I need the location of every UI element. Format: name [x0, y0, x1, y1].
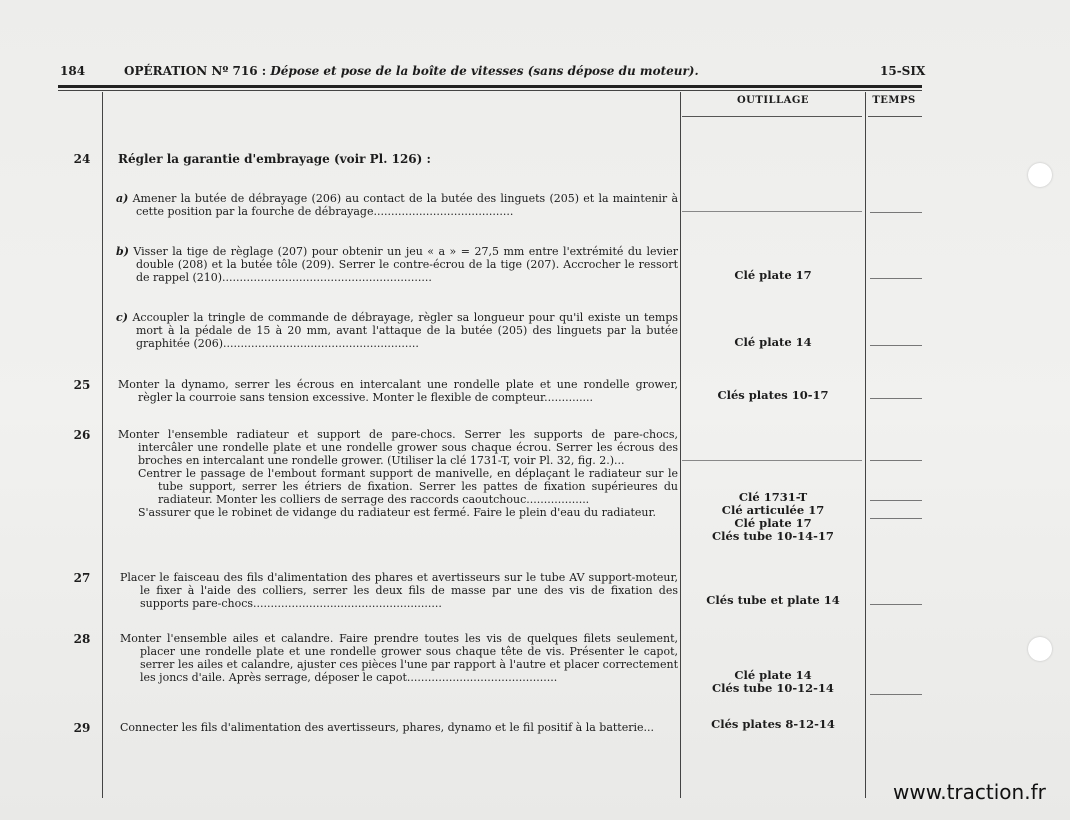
tools-column-divider-right — [865, 92, 866, 798]
step-number-26: 26 — [73, 428, 91, 442]
step-24-b-tool: Clé plate 17 — [734, 268, 812, 282]
time-slot — [870, 212, 922, 213]
step-27-text: Placer le faisceau des fils d'alimentation des phares et avertisseurs sur le tube AV support-moteur, le fixer à l'aide des colliers, serrer les deux fils de masse par une des vis de fixation des supports pare-chocs...................................................... — [120, 571, 678, 610]
step-24-a-letter: a) — [116, 192, 129, 205]
step-24-c-tool: Clé plate 14 — [734, 335, 812, 349]
step-24-c-letter: c) — [116, 311, 128, 324]
step-28-text: Monter l'ensemble ailes et calandre. Faire prendre toutes les vis de quelques filets seulement, placer une rondelle plate et une rondelle grower sous chaque tête de vis. Présenter le capot, serrer les ailes et calandre, ajuster ces pièces l'une par rapport à l'autre et placer correctement les joncs d'aile. Après serrage, déposer le capot........................................... — [120, 632, 678, 684]
step-number-29: 29 — [73, 721, 91, 735]
number-column-divider — [102, 92, 103, 798]
step-24-c-text: Accoupler la tringle de commande de débrayage, règler sa longueur pour qu'il existe un temps mort à la pédale de 15 à 20 mm, avant l'attaque de la butée (205) des linguets par la butée graphitée (206)........................................................ — [132, 311, 678, 350]
time-slot — [870, 694, 922, 695]
step-24-b-letter: b) — [116, 245, 129, 258]
tools-row-rule — [682, 211, 862, 212]
time-slot — [870, 500, 922, 501]
step-24-b — [116, 245, 678, 284]
step-25-tool: Clés plates 10-17 — [717, 388, 829, 402]
step-number-24: 24 — [73, 152, 91, 166]
operation-heading — [124, 64, 699, 78]
time-slot — [870, 278, 922, 279]
website-watermark: www.traction.fr — [893, 780, 1046, 804]
time-slot — [870, 460, 922, 461]
operation-label: OPÉRATION Nº 716 : — [124, 64, 267, 78]
step-24-heading: Régler la garantie d'embrayage (voir Pl. 126) : — [118, 152, 431, 166]
step-24-c — [116, 311, 678, 350]
step-24-a-text: Amener la butée de débrayage (206) au contact de la butée des linguets (205) et la maintenir à cette position par la fourche de débrayage........................................ — [132, 192, 678, 218]
time-column-header: TEMPS — [872, 95, 916, 106]
time-header-rule — [868, 116, 922, 117]
operation-title: Dépose et pose de la boîte de vitesses (sans dépose du moteur). — [270, 64, 699, 78]
step-26-text-2: Centrer le passage de l'embout formant support de manivelle, en déplaçant le radiateur sur le tube support, serrer les étriers de fixation. Serrer les pattes de fixation supérieures du radiateur. Monter les colliers de serrage des raccords caoutchouc.................. — [138, 467, 678, 506]
time-slot — [870, 518, 922, 519]
step-29-text: Connecter les fils d'alimentation des avertisseurs, phares, dynamo et le fil positif à la batterie... — [120, 721, 655, 734]
step-number-28: 28 — [73, 632, 91, 646]
step-26-text-3: S'assurer que le robinet de vidange du radiateur est fermé. Faire le plein d'eau du radiateur. — [138, 506, 657, 519]
step-26-tool-3: Clé plate 17 — [734, 516, 812, 530]
step-27-tool: Clés tube et plate 14 — [706, 593, 840, 607]
step-26-tool-2: Clé articulée 17 — [721, 503, 825, 517]
step-26-tool-4: Clés tube 10-14-17 — [712, 529, 834, 543]
header-rule-thin — [58, 90, 922, 91]
time-slot — [870, 345, 922, 346]
time-slot — [870, 398, 922, 399]
binder-hole — [1028, 163, 1052, 187]
tools-column-divider-left — [680, 92, 681, 798]
tools-header-rule — [682, 116, 862, 117]
step-number-25: 25 — [73, 378, 91, 392]
step-24-b-text: Visser la tige de règlage (207) pour obtenir un jeu « a » = 27,5 mm entre l'extrémité du levier double (208) et la butée tôle (209). Serrer le contre-écrou de la tige (207). Accrocher le ressort de rappel (210)............................................................ — [133, 245, 678, 284]
step-26-text: Monter l'ensemble radiateur et support de pare-chocs. Serrer les supports de pare-chocs, intercâler une rondelle plate et une rondelle grower sous chaque écrou. Serrer les écrous des broches en intercalant une rondelle grower. (Utiliser la clé 1731-T, voir Pl. 32, fig. 2.)... — [118, 428, 678, 467]
tools-column-header: OUTILLAGE — [736, 95, 810, 106]
page-number: 184 — [60, 64, 86, 78]
step-29-tool: Clés plates 8-12-14 — [711, 717, 835, 731]
step-24-a — [116, 192, 678, 218]
step-28-tool-1: Clé plate 14 — [734, 668, 812, 682]
time-slot — [870, 604, 922, 605]
step-number-27: 27 — [73, 571, 91, 585]
step-25-text: Monter la dynamo, serrer les écrous en intercalant une rondelle plate et une rondelle grower, règler la courroie sans tension excessive. Monter le flexible de compteur.............. — [118, 378, 678, 404]
header-rule-thick — [58, 85, 922, 88]
binder-hole — [1028, 637, 1052, 661]
step-28-tool-2: Clés tube 10-12-14 — [712, 681, 834, 695]
model-name: 15-SIX — [880, 64, 926, 78]
step-26-tool-1: Clé 1731-T — [738, 490, 808, 504]
tools-row-rule — [682, 460, 862, 461]
